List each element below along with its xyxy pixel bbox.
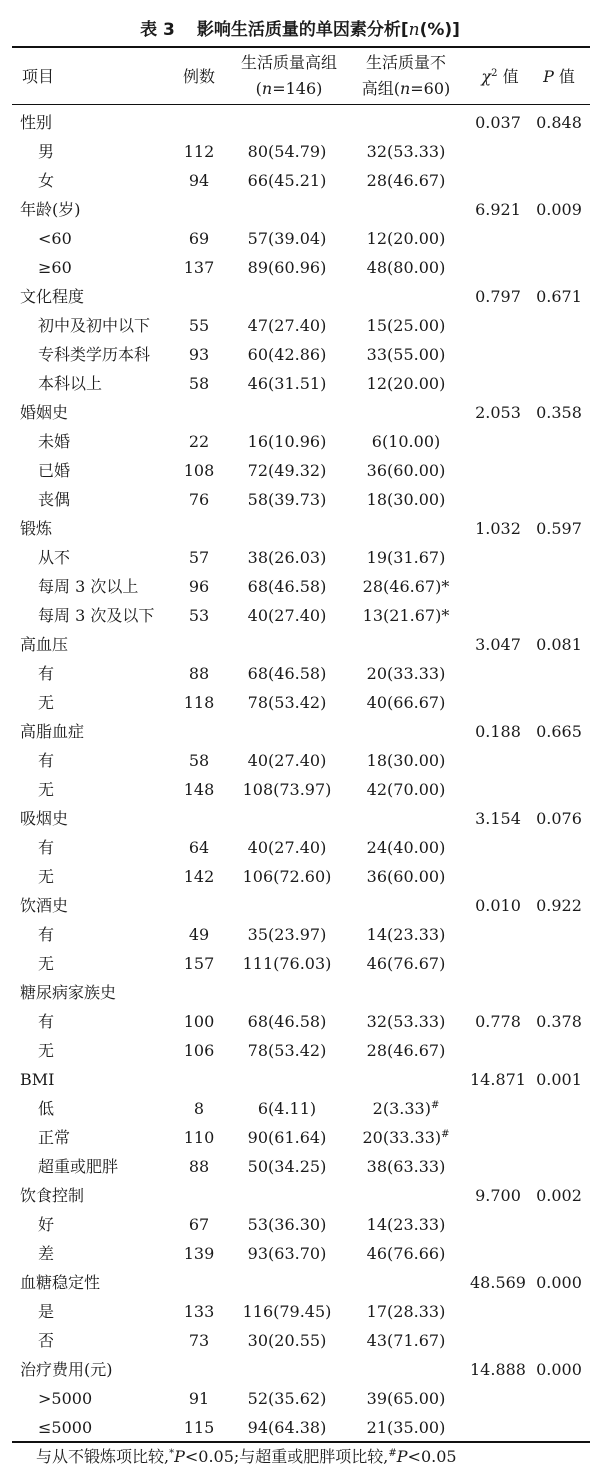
- row-high-group: 47(27.40): [247, 316, 327, 335]
- row-count: 64: [188, 838, 210, 857]
- row-high-group: 40(27.40): [247, 606, 327, 625]
- row-p-value: 0.665: [536, 722, 582, 741]
- table-row-category: [0, 195, 600, 224]
- row-low-group: 20(33.33): [366, 664, 446, 683]
- table-row-category: [0, 891, 600, 920]
- table-number: 表 3: [140, 20, 175, 40]
- row-label: 无: [38, 867, 55, 886]
- header-count: 例数: [182, 67, 215, 86]
- footnote-sup2: #: [388, 1448, 397, 1459]
- row-label: 年龄(岁): [20, 200, 81, 219]
- header-high-line1: 生活质量高组: [240, 53, 337, 72]
- row-high-group: 66(45.21): [247, 171, 327, 190]
- row-high-group: 93(63.70): [247, 1244, 327, 1263]
- row-low-group: 18(30.00): [366, 751, 446, 770]
- row-count: 115: [183, 1418, 215, 1437]
- row-count: 49: [188, 925, 210, 944]
- table-title: [0, 18, 600, 42]
- row-label: 低: [38, 1099, 55, 1118]
- title-n-symbol: n: [408, 20, 420, 40]
- row-count: 112: [183, 142, 215, 161]
- row-low-sup: #: [441, 1129, 450, 1140]
- header-low-group: [350, 50, 462, 104]
- row-low-value: 20(33.33): [362, 1128, 442, 1147]
- row-label: 未婚: [38, 432, 71, 451]
- row-high-group: 6(4.11): [257, 1099, 317, 1118]
- row-label: 女: [38, 171, 55, 190]
- row-low-group: 17(28.33): [366, 1302, 446, 1321]
- row-p-value: 0.848: [536, 113, 582, 132]
- row-high-group: 89(60.96): [247, 258, 327, 277]
- header-chi-sup: 2: [491, 68, 498, 79]
- row-p-value: 0.000: [536, 1273, 582, 1292]
- row-count: 93: [188, 345, 210, 364]
- row-chi-square: 3.047: [475, 635, 521, 654]
- title-text-end: (%)]: [419, 20, 460, 40]
- row-label: 糖尿病家族史: [20, 983, 117, 1002]
- row-chi-square: 0.778: [475, 1012, 521, 1031]
- row-label: 锻炼: [20, 519, 53, 538]
- table-row-subitem: [0, 1326, 600, 1355]
- row-low-group: 28(46.67)*: [362, 577, 450, 596]
- row-count: 58: [188, 751, 210, 770]
- row-count: 157: [183, 954, 215, 973]
- row-high-group: 58(39.73): [247, 490, 327, 509]
- row-label: 治疗费用(元): [20, 1360, 113, 1379]
- row-label: 有: [38, 751, 55, 770]
- row-label: 无: [38, 780, 55, 799]
- row-label: 吸烟史: [20, 809, 69, 828]
- row-p-value: 0.002: [536, 1186, 582, 1205]
- row-label: 血糖稳定性: [20, 1273, 101, 1292]
- row-label: >5000: [38, 1389, 93, 1408]
- row-high-group: 68(46.58): [247, 664, 327, 683]
- row-low-group: 42(70.00): [366, 780, 446, 799]
- row-high-group: 30(20.55): [247, 1331, 327, 1350]
- table-row-subitem: [0, 775, 600, 804]
- row-chi-square: 6.921: [475, 200, 521, 219]
- row-high-group: 40(27.40): [247, 838, 327, 857]
- row-label: 否: [38, 1331, 55, 1350]
- row-p-value: 0.378: [536, 1012, 582, 1031]
- row-low-group: 14(23.33): [366, 1215, 446, 1234]
- row-p-value: 0.597: [536, 519, 582, 538]
- row-high-group: 90(61.64): [247, 1128, 327, 1147]
- row-label: 是: [38, 1302, 55, 1321]
- header-high-line2: [230, 76, 348, 102]
- row-label: 文化程度: [20, 287, 85, 306]
- row-count: 67: [188, 1215, 210, 1234]
- row-count: 108: [183, 461, 215, 480]
- row-label: 饮食控制: [20, 1186, 85, 1205]
- table-bottom-rule: [12, 1441, 590, 1443]
- table-row-subitem: [0, 1239, 600, 1268]
- row-count: 91: [188, 1389, 210, 1408]
- row-high-group: 108(73.97): [242, 780, 332, 799]
- row-chi-square: 48.569: [470, 1273, 526, 1292]
- table-header-rule: [12, 104, 590, 105]
- table-row-subitem: [0, 862, 600, 891]
- row-low-group: 39(65.00): [366, 1389, 446, 1408]
- footnote-part2: <0.05;与超重或肥胖项比较,: [184, 1447, 389, 1466]
- header-low-rest: =60): [410, 79, 451, 98]
- table-row-subitem: [0, 1036, 600, 1065]
- row-count: 148: [183, 780, 215, 799]
- table-row-subitem: [0, 166, 600, 195]
- header-chi-symbol: χ: [481, 67, 492, 86]
- table-row-subitem: [0, 833, 600, 862]
- table-row-category: [0, 398, 600, 427]
- row-low-group: 19(31.67): [366, 548, 446, 567]
- table-row-subitem: [0, 920, 600, 949]
- row-count: 142: [183, 867, 215, 886]
- row-label: 已婚: [38, 461, 71, 480]
- row-low-group: 21(35.00): [366, 1418, 446, 1437]
- row-label: ≥60: [38, 258, 72, 277]
- row-high-group: 72(49.32): [247, 461, 327, 480]
- table-row-subitem: [0, 1384, 600, 1413]
- row-label: 正常: [38, 1128, 71, 1147]
- row-low-group: 14(23.33): [366, 925, 446, 944]
- row-count: 133: [183, 1302, 215, 1321]
- row-chi-square: 9.700: [475, 1186, 521, 1205]
- table-footnote: [36, 1444, 457, 1470]
- table-row-subitem: [0, 340, 600, 369]
- row-p-value: 0.081: [536, 635, 582, 654]
- row-high-group: 106(72.60): [242, 867, 332, 886]
- row-low-group: 13(21.67)*: [362, 606, 450, 625]
- row-high-group: 16(10.96): [247, 432, 327, 451]
- row-high-group: 60(42.86): [247, 345, 327, 364]
- header-low-pre: 高组(: [361, 79, 400, 98]
- row-p-value: 0.000: [536, 1360, 582, 1379]
- row-label: 高脂血症: [20, 722, 85, 741]
- row-count: 73: [188, 1331, 210, 1350]
- row-low-group: 36(60.00): [366, 461, 446, 480]
- table-row-subitem: [0, 1007, 600, 1036]
- table-row-category: [0, 514, 600, 543]
- row-count: 76: [188, 490, 210, 509]
- row-high-group: 46(31.51): [247, 374, 327, 393]
- row-chi-square: 0.188: [475, 722, 521, 741]
- row-low-group: 43(71.67): [366, 1331, 446, 1350]
- table-row-subitem: [0, 659, 600, 688]
- row-low-group: 32(53.33): [366, 142, 446, 161]
- table-row-category: [0, 630, 600, 659]
- row-low-group: 6(10.00): [371, 432, 441, 451]
- table-row-category: [0, 1355, 600, 1384]
- table-row-subitem: [0, 224, 600, 253]
- table-row-subitem: [0, 1094, 600, 1123]
- row-p-value: 0.922: [536, 896, 582, 915]
- row-label: 专科类学历本科: [38, 345, 151, 364]
- table-row-subitem: [0, 253, 600, 282]
- row-low-group: 33(55.00): [366, 345, 446, 364]
- row-low-group: [350, 1123, 462, 1152]
- table-row-subitem: [0, 688, 600, 717]
- row-low-group: 40(66.67): [366, 693, 446, 712]
- header-p-rest: 值: [553, 67, 575, 86]
- table-row-subitem: [0, 601, 600, 630]
- row-count: 57: [188, 548, 210, 567]
- table-row-category: [0, 1181, 600, 1210]
- table-row-subitem: [0, 369, 600, 398]
- row-label: 饮酒史: [20, 896, 69, 915]
- header-chi-rest: 值: [497, 67, 519, 86]
- row-label: 每周 3 次以上: [38, 577, 139, 596]
- row-chi-square: 0.010: [475, 896, 521, 915]
- row-low-group: 12(20.00): [366, 374, 446, 393]
- row-count: 55: [188, 316, 210, 335]
- table-row-subitem: [0, 137, 600, 166]
- header-low-line2: [350, 76, 462, 102]
- row-label: ≤5000: [38, 1418, 93, 1437]
- footnote-p2: P: [396, 1447, 408, 1466]
- row-label: 无: [38, 693, 55, 712]
- row-p-value: 0.076: [536, 809, 582, 828]
- header-high-rest: =146): [272, 79, 323, 98]
- row-count: 94: [188, 171, 210, 190]
- row-label: 初中及初中以下: [38, 316, 151, 335]
- row-low-group: 46(76.66): [366, 1244, 446, 1263]
- table-row-subitem: [0, 572, 600, 601]
- header-p-symbol: P: [543, 67, 554, 86]
- table-row-category: [0, 1268, 600, 1297]
- table-top-rule: [12, 46, 590, 48]
- footnote-p1: P: [174, 1447, 185, 1466]
- row-label: 无: [38, 1041, 55, 1060]
- footnote-part1: 与从不锻炼项比较,: [36, 1447, 170, 1466]
- row-label: 有: [38, 1012, 55, 1031]
- header-high-group: [230, 50, 348, 104]
- table-row-subitem: [0, 1210, 600, 1239]
- row-label: 婚姻史: [20, 403, 69, 422]
- row-label: 丧偶: [38, 490, 71, 509]
- row-count: 110: [183, 1128, 215, 1147]
- row-low-group: 36(60.00): [366, 867, 446, 886]
- row-high-group: 50(34.25): [247, 1157, 327, 1176]
- row-count: 96: [188, 577, 210, 596]
- table-row-subitem: [0, 311, 600, 340]
- row-low-group: 28(46.67): [366, 1041, 446, 1060]
- row-label: 差: [38, 1244, 55, 1263]
- row-low-group: 48(80.00): [366, 258, 446, 277]
- row-label: 性别: [20, 113, 53, 132]
- footnote-part3: <0.05: [407, 1447, 457, 1466]
- row-label: 有: [38, 925, 55, 944]
- table-row-subitem: [0, 427, 600, 456]
- table-row-subitem: [0, 485, 600, 514]
- table-row-category: [0, 978, 600, 1007]
- row-high-group: 68(46.58): [247, 577, 327, 596]
- table-row-subitem: [0, 1123, 600, 1152]
- row-label: 超重或肥胖: [38, 1157, 119, 1176]
- row-count: 69: [188, 229, 210, 248]
- row-low-group: 12(20.00): [366, 229, 446, 248]
- row-high-group: 78(53.42): [247, 693, 327, 712]
- row-chi-square: 14.888: [470, 1360, 526, 1379]
- row-high-group: 52(35.62): [247, 1389, 327, 1408]
- row-low-sup: #: [430, 1100, 440, 1111]
- table-row-subitem: [0, 1297, 600, 1326]
- row-chi-square: 0.037: [475, 113, 521, 132]
- row-low-group: 15(25.00): [366, 316, 446, 335]
- row-label: 好: [38, 1215, 55, 1234]
- row-high-group: 78(53.42): [247, 1041, 327, 1060]
- table-row-category: [0, 1065, 600, 1094]
- row-label: 无: [38, 954, 55, 973]
- row-chi-square: 3.154: [475, 809, 521, 828]
- row-low-group: 32(53.33): [366, 1012, 446, 1031]
- row-chi-square: 2.053: [475, 403, 521, 422]
- row-label: 有: [38, 838, 55, 857]
- row-low-group: [350, 1094, 462, 1123]
- row-chi-square: 0.797: [475, 287, 521, 306]
- header-low-n: n: [399, 79, 411, 98]
- row-high-group: 57(39.04): [247, 229, 327, 248]
- table-row-subitem: [0, 543, 600, 572]
- row-count: 8: [193, 1099, 205, 1118]
- row-low-group: 28(46.67): [366, 171, 446, 190]
- table-row-category: [0, 108, 600, 137]
- row-count: 118: [183, 693, 215, 712]
- row-label: <60: [38, 229, 72, 248]
- row-low-group: 24(40.00): [366, 838, 446, 857]
- row-low-group: 46(76.67): [366, 954, 446, 973]
- row-label: 每周 3 次及以下: [38, 606, 155, 625]
- row-chi-square: 14.871: [470, 1070, 526, 1089]
- table-row-subitem: [0, 949, 600, 978]
- row-high-group: 111(76.03): [242, 954, 332, 973]
- row-p-value: 0.671: [536, 287, 582, 306]
- row-p-value: 0.009: [536, 200, 582, 219]
- row-count: 53: [188, 606, 210, 625]
- row-label: 男: [38, 142, 55, 161]
- header-high-n: n: [261, 79, 273, 98]
- row-label: BMI: [20, 1070, 55, 1089]
- row-high-group: 94(64.38): [247, 1418, 327, 1437]
- header-high-open: (: [255, 79, 262, 98]
- title-text: 影响生活质量的单因素分析[: [196, 20, 409, 40]
- row-low-value: 2(3.33): [372, 1099, 431, 1118]
- table-row-category: [0, 804, 600, 833]
- row-count: 106: [183, 1041, 215, 1060]
- table-row-category: [0, 717, 600, 746]
- row-count: 100: [183, 1012, 215, 1031]
- table-row-subitem: [0, 1413, 600, 1442]
- row-label: 从不: [38, 548, 71, 567]
- row-p-value: 0.358: [536, 403, 582, 422]
- row-count: 88: [188, 1157, 210, 1176]
- row-high-group: 116(79.45): [242, 1302, 332, 1321]
- row-high-group: 40(27.40): [247, 751, 327, 770]
- row-high-group: 68(46.58): [247, 1012, 327, 1031]
- row-label: 本科以上: [38, 374, 103, 393]
- header-item: 项目: [22, 67, 55, 86]
- row-high-group: 80(54.79): [247, 142, 327, 161]
- row-high-group: 35(23.97): [247, 925, 327, 944]
- row-label: 有: [38, 664, 55, 683]
- footnote-sup1: *: [169, 1448, 175, 1459]
- table-row-category: [0, 282, 600, 311]
- row-p-value: 0.001: [536, 1070, 582, 1089]
- row-low-group: 38(63.33): [366, 1157, 446, 1176]
- row-count: 58: [188, 374, 210, 393]
- row-count: 22: [188, 432, 210, 451]
- row-label: 高血压: [20, 635, 69, 654]
- row-count: 137: [183, 258, 215, 277]
- row-count: 88: [188, 664, 210, 683]
- row-high-group: 38(26.03): [247, 548, 327, 567]
- header-low-line1: 生活质量不: [365, 53, 446, 72]
- table-row-subitem: [0, 456, 600, 485]
- row-count: 139: [183, 1244, 215, 1263]
- row-high-group: 53(36.30): [247, 1215, 327, 1234]
- table-row-subitem: [0, 1152, 600, 1181]
- row-low-group: 18(30.00): [366, 490, 446, 509]
- row-chi-square: 1.032: [475, 519, 521, 538]
- table-row-subitem: [0, 746, 600, 775]
